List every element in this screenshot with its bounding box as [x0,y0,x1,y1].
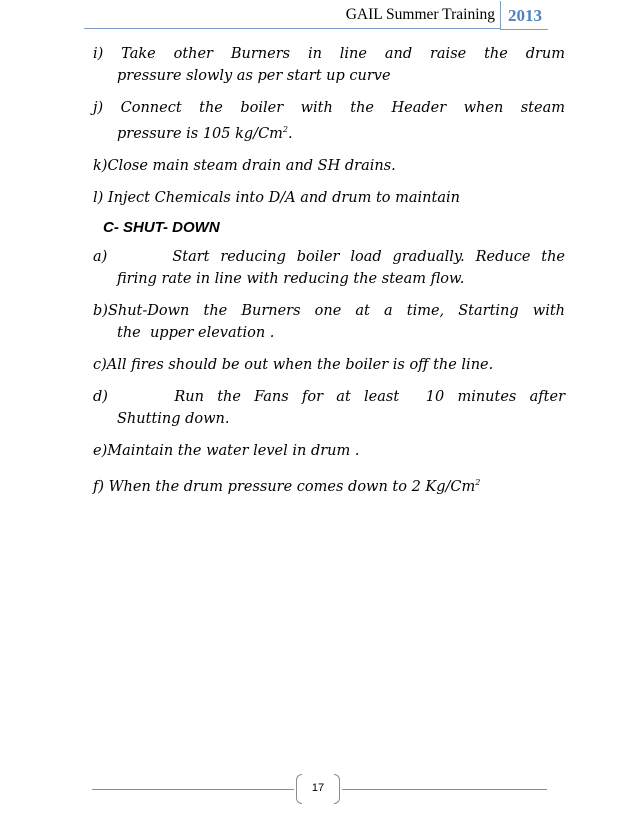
footer-rule [342,789,547,790]
list-item-l: l) Inject Chemicals into D/A and drum to maintain [93,189,460,206]
list-item-a [93,246,565,290]
page-footer [0,772,638,808]
superscript: 2 [282,125,289,134]
list-item-b [93,300,565,344]
list-item-d [93,386,565,430]
list-item-text: pressure is 105 kg/Cm [117,125,283,142]
header-title: GAIL Summer Training [345,6,495,23]
page-number-box [296,774,340,802]
footer-rule [92,789,294,790]
section-heading: C- SHUT- DOWN [103,218,220,236]
list-item-line: a) Start reducing boiler load gradually. Reduce the [93,248,565,265]
list-item-text: f) When the drum pressure comes down to 2 Kg/Cm [93,478,476,495]
list-item-line: pressure slowly as per start up curve [117,68,391,84]
list-item-j [93,97,565,145]
list-item-line: the upper elevation . [117,324,275,341]
list-item-line: Shutting down. [117,410,230,427]
superscript: 2 [475,477,481,487]
document-body [93,43,565,508]
list-item-e: e)Maintain the water level in drum . [93,442,360,459]
list-item-line: firing rate in line with reducing the steam flow. [117,270,465,287]
list-item-line [93,119,565,145]
list-item-f [93,472,565,498]
page-header [0,0,638,30]
list-item-line: j) Connect the boiler with the Header when steam [93,100,565,116]
list-item-line: i) Take other Burners in line and raise the drum [93,46,565,62]
list-item-text: . [288,125,293,142]
list-item-i [93,43,565,87]
list-item-line: b)Shut-Down the Burners one at a time, Starting with [93,302,565,319]
page-number: 17 [311,782,325,794]
header-rule [84,28,500,29]
list-item-line: d) Run the Fans for at least 10 minutes after [93,388,565,405]
list-item-k: k)Close main steam drain and SH drains. [93,157,396,174]
list-item-c: c)All fires should be out when the boiler is off the line. [93,356,494,373]
header-year: 2013 [500,1,548,30]
